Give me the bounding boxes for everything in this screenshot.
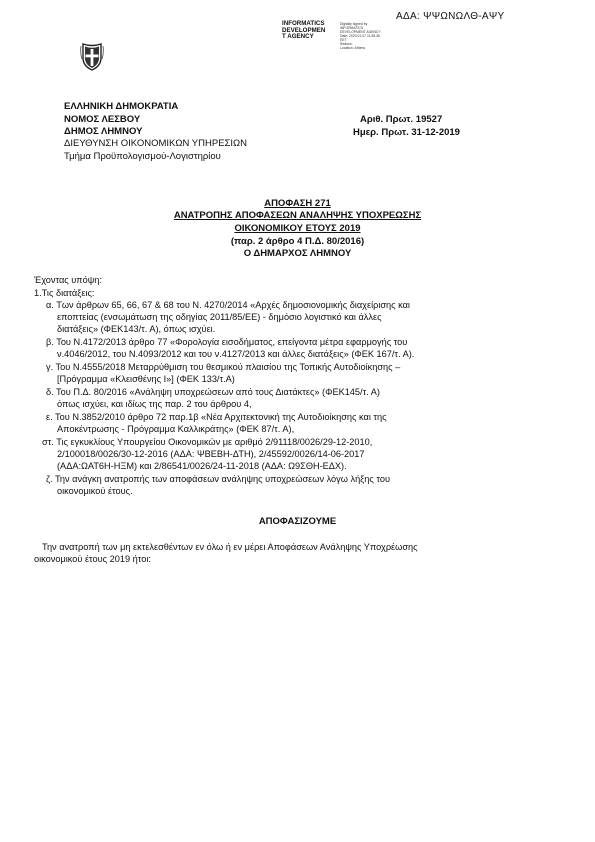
considering-label: Έχοντας υπόψη:: [34, 275, 102, 285]
header-country: ΕΛΛΗΝΙΚΗ ΔΗΜΟΚΡΑΤΙΑ: [64, 101, 179, 112]
final-line2: οικονομικού έτους 2019 ήτοι:: [34, 554, 151, 564]
provision-b-line1: β. Του Ν.4172/2013 άρθρο 77 «Φορολογία εισοδήματος, επείγοντα μέτρα εφαρμογής του: [46, 337, 408, 347]
header-municipality: ΔΗΜΟΣ ΛΗΜΝΟΥ: [64, 126, 143, 137]
provision-a-line2: εποπτείας (ενσωμάτωση της οδηγίας 2011/85/ΕΕ) - δημόσιο λογιστικό και άλλες: [57, 312, 382, 322]
signature-detail: Digitally signed by: [340, 22, 368, 26]
signature-detail: Location: Athens: [340, 46, 366, 50]
provision-c-line1: γ. Του Ν.4555/2018 Μεταρρύθμιση του θεσμικού πλαισίου της Τοπικής Αυτοδιοίκησης –: [46, 362, 401, 372]
provision-g-line1: ζ. Την ανάγκη ανατροπής των αποφάσεων ανάληψης υποχρεώσεων λόγω λήξης του: [46, 474, 391, 484]
agency-signature-logo: [282, 21, 325, 41]
decision-year: ΟΙΚΟΝΟΜΙΚΟΥ ΕΤΟΥΣ 2019: [234, 223, 361, 234]
ada-code: ΑΔΑ: ΨΨΩΝΩΛΘ-ΑΨΥ: [396, 11, 505, 22]
signature-detail: EET: [340, 38, 347, 42]
provision-e-line1: ε. Του Ν.3852/2010 άρθρο 72 παρ.1β «Νέα Αρχιτεκτονική της Αυτοδιοίκησης και της: [46, 412, 387, 422]
protocol-number: Αριθ. Πρωτ. 19527: [360, 114, 443, 125]
signature-details: [340, 22, 381, 50]
provision-a-line1: α. Των άρθρων 65, 66, 67 & 68 του Ν. 4270/2014 «Αρχές δημοσιονομικής διαχείρισης και: [46, 300, 410, 310]
provision-c-line2: [Πρόγραμμα «Κλεισθένης Ι»] (ΦΕΚ 133/τ.Α): [57, 374, 235, 384]
header-department: Τμήμα Προϋπολογισμού-Λογιστηρίου: [64, 151, 221, 162]
decision-legal-basis: (παρ. 2 άρθρο 4 Π.Δ. 80/2016): [230, 236, 365, 247]
header-prefecture: ΝΟΜΟΣ ΛΕΣΒΟΥ: [64, 114, 141, 125]
provision-b-line2: ν.4046/2012, του Ν.4093/2012 και του ν.4127/2013 και άλλες διατάξεις» (ΦΕΚ 167/τ. Α).: [57, 349, 415, 359]
signature-detail: Date: 2020.01.07 11:35:36: [340, 34, 380, 38]
agency-line-1: INFORMATICS: [282, 20, 325, 27]
protocol-date: Ημερ. Πρωτ. 31-12-2019: [353, 127, 460, 138]
mayor-title: Ο ΔΗΜΑΡΧΟΣ ΛΗΜΝΟΥ: [243, 248, 352, 259]
final-line1: Την ανατροπή των μη εκτελεσθέντων εν όλω ή εν μέρει Αποφάσεων Ανάληψης Υποχρέωσης: [42, 542, 418, 552]
decision-title: ΑΝΑΤΡΟΠΗΣ ΑΠΟΦΑΣΕΩΝ ΑΝΑΛΗΨΗΣ ΥΠΟΧΡΕΩΣΗΣ: [173, 210, 422, 221]
signature-detail: DEVELOPMENT AGENCY: [340, 30, 381, 34]
signature-detail: Reason:: [340, 42, 353, 46]
provision-e-line2: Αποκέντρωσης - Πρόγραμμα Καλλικράτης» (ΦΕΚ 87/τ. Α),: [57, 424, 295, 434]
provision-d-line1: δ. Του Π.Δ. 80/2016 «Ανάληψη υποχρεώσεων από τους Διατάκτες» (ΦΕΚ145/τ. Α): [46, 387, 380, 397]
provision-f-line2: 2/100018/0026/30-12-2016 (ΑΔΑ: ΨΒΕΒΗ-ΔΤΗ), 2/45592/0026/14-06-2017: [57, 449, 365, 459]
greek-emblem-icon: [80, 43, 104, 71]
header-directorate: ΔΙΕΥΘΥΝΣΗ ΟΙΚΟΝΟΜΙΚΩΝ ΥΠΗΡΕΣΙΩΝ: [64, 138, 248, 149]
decision-number: ΑΠΟΦΑΣΗ 271: [264, 198, 331, 209]
agency-line-3: T AGENCY: [282, 33, 314, 41]
provision-g-line2: οικονομικού έτους.: [57, 486, 133, 496]
provision-f-line3: (ΑΔΑ:ΩΑΤ6Η-ΗΞΜ) και 2/86541/0026/24-11-2018 (ΑΔΑ: Ω9ΣΘΗ-ΕΔΧ).: [57, 461, 347, 471]
provision-d-line2: όπως ισχύει, και ιδίως της παρ. 2 του άρθρου 4,: [57, 399, 252, 409]
decide-heading: ΑΠΟΦΑΣΙΖΟΥΜΕ: [258, 516, 337, 527]
provisions-item: 1.Τις διατάξεις:: [34, 288, 95, 298]
signature-detail: INFORMATICS: [340, 26, 364, 30]
agency-line-2: DEVELOPMEN: [282, 26, 326, 34]
provision-f-line1: στ. Τις εγκυκλίους Υπουργείου Οικονομικών με αριθμό 2/91118/0026/29-12-2010,: [42, 437, 373, 447]
provision-a-line3: διατάξεις» (ΦΕΚ143/τ. Α), όπως ισχύει.: [57, 324, 216, 334]
